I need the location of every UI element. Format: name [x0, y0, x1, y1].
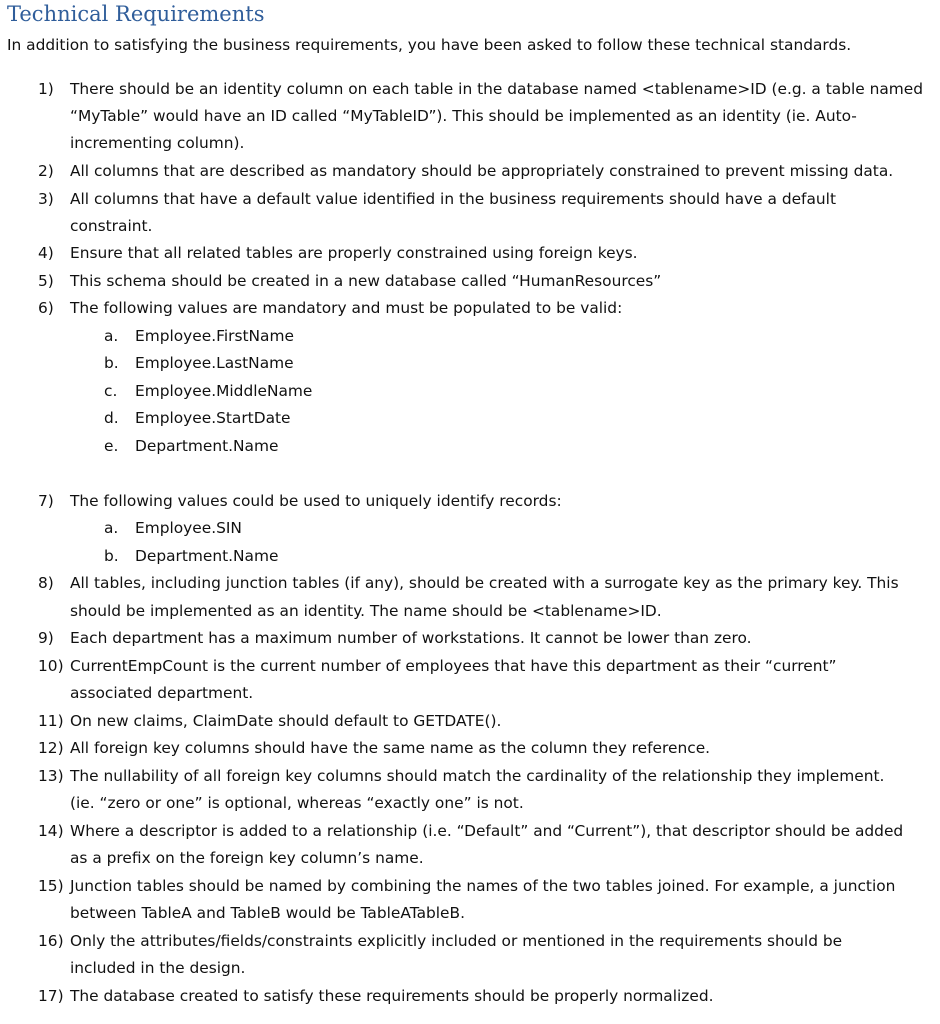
item-number: 17) — [38, 987, 64, 1005]
item-number: 8) — [38, 574, 54, 592]
item-text: All foreign key columns should have the same name as the column they reference. — [70, 739, 711, 757]
item-text: This schema should be created in a new database called “HumanResources” — [70, 272, 662, 290]
item-text: The following values are mandatory and must be populated to be valid: — [70, 299, 623, 317]
sub-item-text: Employee.FirstName — [135, 327, 294, 345]
sub-item-letter: d. — [104, 409, 119, 427]
sub-item-text: Employee.MiddleName — [135, 382, 313, 400]
item-text: should be implemented as an identity. The name should be <tablename>ID. — [70, 602, 662, 620]
item-number: 16) — [38, 932, 64, 950]
item-text: The nullability of all foreign key columns should match the cardinality of the relationship they implement. — [70, 767, 885, 785]
sub-item-letter: b. — [104, 547, 119, 565]
item-text: (ie. “zero or one” is optional, whereas “exactly one” is not. — [70, 794, 524, 812]
item-text: There should be an identity column on each table in the database named <tablename>ID (e.g. a table named — [70, 80, 924, 98]
item-number: 12) — [38, 739, 64, 757]
item-text: constraint. — [70, 217, 153, 235]
item-text: Junction tables should be named by combining the names of the two tables joined. For example, a junction — [70, 877, 896, 895]
item-text: All columns that have a default value identified in the business requirements should have a default — [70, 190, 836, 208]
item-number: 15) — [38, 877, 64, 895]
item-text: The database created to satisfy these requirements should be properly normalized. — [70, 987, 714, 1005]
item-text: incrementing column). — [70, 134, 245, 152]
sub-item-letter: e. — [104, 437, 119, 455]
item-text: Ensure that all related tables are properly constrained using foreign keys. — [70, 244, 638, 262]
sub-item-text: Department.Name — [135, 437, 279, 455]
item-text: Only the attributes/fields/constraints explicitly included or mentioned in the requirements should be — [70, 932, 843, 950]
item-number: 7) — [38, 492, 54, 510]
item-number: 3) — [38, 190, 54, 208]
item-text: “MyTable” would have an ID called “MyTableID”). This should be implemented as an identity (ie. Auto- — [70, 107, 857, 125]
item-text: All tables, including junction tables (if any), should be created with a surrogate key as the primary key. This — [70, 574, 899, 592]
sub-item-text: Department.Name — [135, 547, 279, 565]
item-number: 5) — [38, 272, 54, 290]
item-text: associated department. — [70, 684, 254, 702]
item-text: included in the design. — [70, 959, 246, 977]
item-number: 2) — [38, 162, 54, 180]
item-number: 9) — [38, 629, 54, 647]
item-number: 10) — [38, 657, 64, 675]
sub-item-text: Employee.LastName — [135, 354, 294, 372]
sub-item-letter: a. — [104, 519, 119, 537]
sub-item-letter: c. — [104, 382, 118, 400]
item-text: The following values could be used to uniquely identify records: — [70, 492, 562, 510]
item-number: 1) — [38, 80, 54, 98]
item-number: 11) — [38, 712, 64, 730]
item-number: 14) — [38, 822, 64, 840]
item-text: All columns that are described as mandatory should be appropriately constrained to prevent missing data. — [70, 162, 894, 180]
sub-item-text: Employee.SIN — [135, 519, 242, 537]
item-number: 6) — [38, 299, 54, 317]
item-text: CurrentEmpCount is the current number of employees that have this department as their “current” — [70, 657, 837, 675]
sub-item-letter: b. — [104, 354, 119, 372]
item-text: Each department has a maximum number of workstations. It cannot be lower than zero. — [70, 629, 752, 647]
sub-item-text: Employee.StartDate — [135, 409, 291, 427]
item-text: On new claims, ClaimDate should default to GETDATE(). — [70, 712, 502, 730]
item-text: as a prefix on the foreign key column’s name. — [70, 849, 424, 867]
item-text: Where a descriptor is added to a relationship (i.e. “Default” and “Current”), that descriptor should be added — [70, 822, 904, 840]
item-number: 13) — [38, 767, 64, 785]
intro-paragraph: In addition to satisfying the business requirements, you have been asked to follow these technical standards. — [7, 36, 852, 54]
sub-item-letter: a. — [104, 327, 119, 345]
item-text: between TableA and TableB would be TableATableB. — [70, 904, 465, 922]
section-heading: Technical Requirements — [7, 2, 265, 26]
item-number: 4) — [38, 244, 54, 262]
